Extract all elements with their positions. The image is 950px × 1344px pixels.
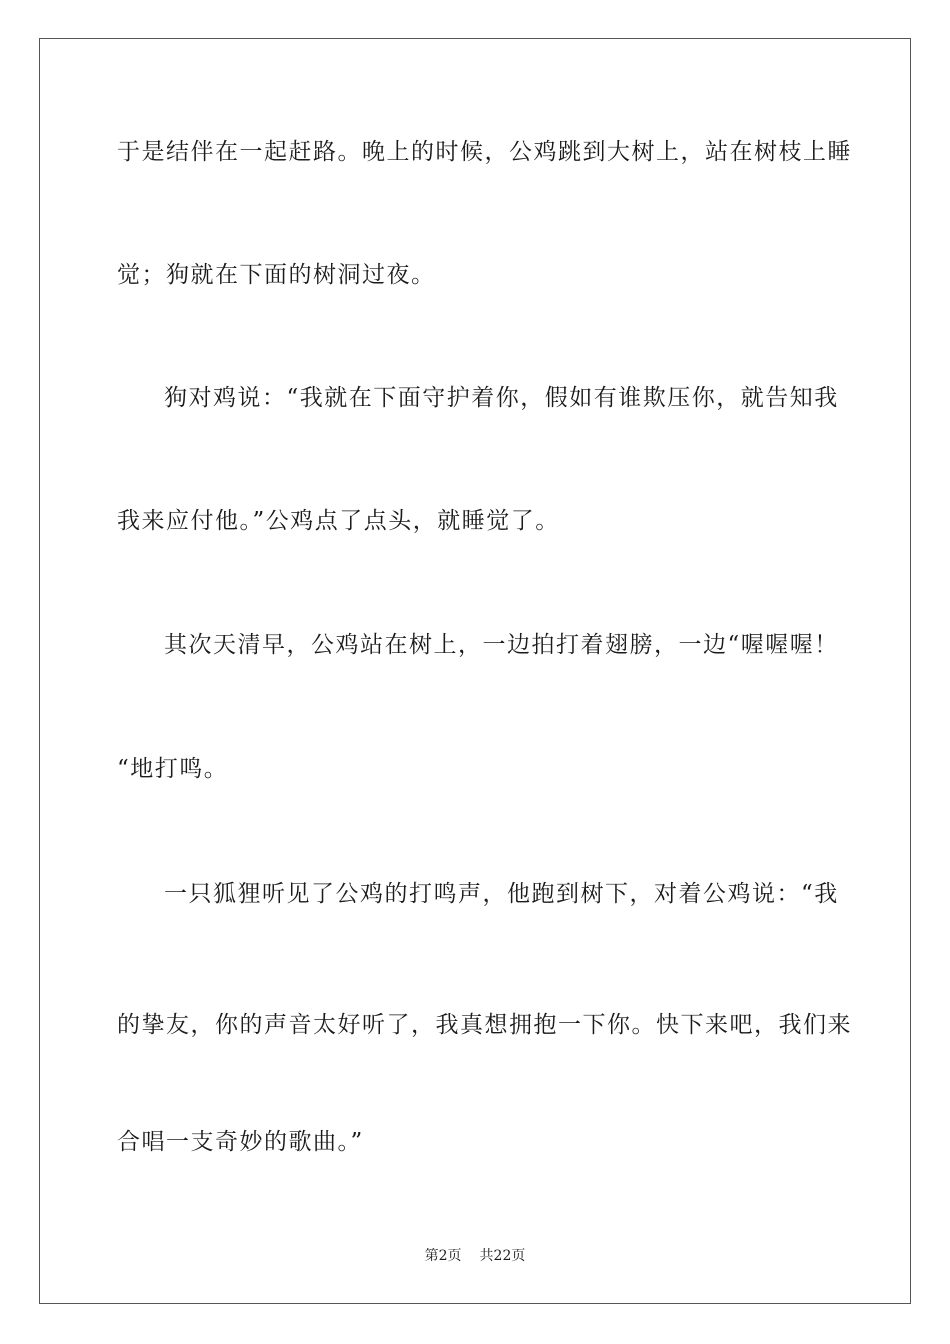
paragraph-line-5: 其次天清早，公鸡站在树上，一边拍打着翅膀，一边“喔喔喔！ <box>164 632 839 658</box>
paragraph-line-1: 于是结伴在一起赶路。晚上的时候，公鸡跳到大树上，站在树枝上睡 <box>117 139 852 165</box>
page-total: 共22页 <box>479 1248 526 1264</box>
paragraph-line-6: “地打鸣。 <box>117 756 229 782</box>
paragraph-line-8: 的挚友，你的声音太好听了，我真想拥抱一下你。快下来吧，我们来 <box>117 1012 852 1038</box>
page-border <box>39 38 911 1304</box>
paragraph-line-7: 一只狐狸听见了公鸡的打鸣声，他跑到树下，对着公鸡说：“我 <box>164 881 839 907</box>
page-footer <box>0 1246 950 1266</box>
paragraph-line-3: 狗对鸡说：“我就在下面守护着你，假如有谁欺压你，就告知我 <box>164 385 839 411</box>
paragraph-line-4: 我来应付他。”公鸡点了点头，就睡觉了。 <box>117 508 560 534</box>
page-number: 第2页 <box>424 1248 462 1264</box>
paragraph-line-2: 觉；狗就在下面的树洞过夜。 <box>117 262 436 288</box>
paragraph-line-9: 合唱一支奇妙的歌曲。” <box>117 1129 364 1155</box>
